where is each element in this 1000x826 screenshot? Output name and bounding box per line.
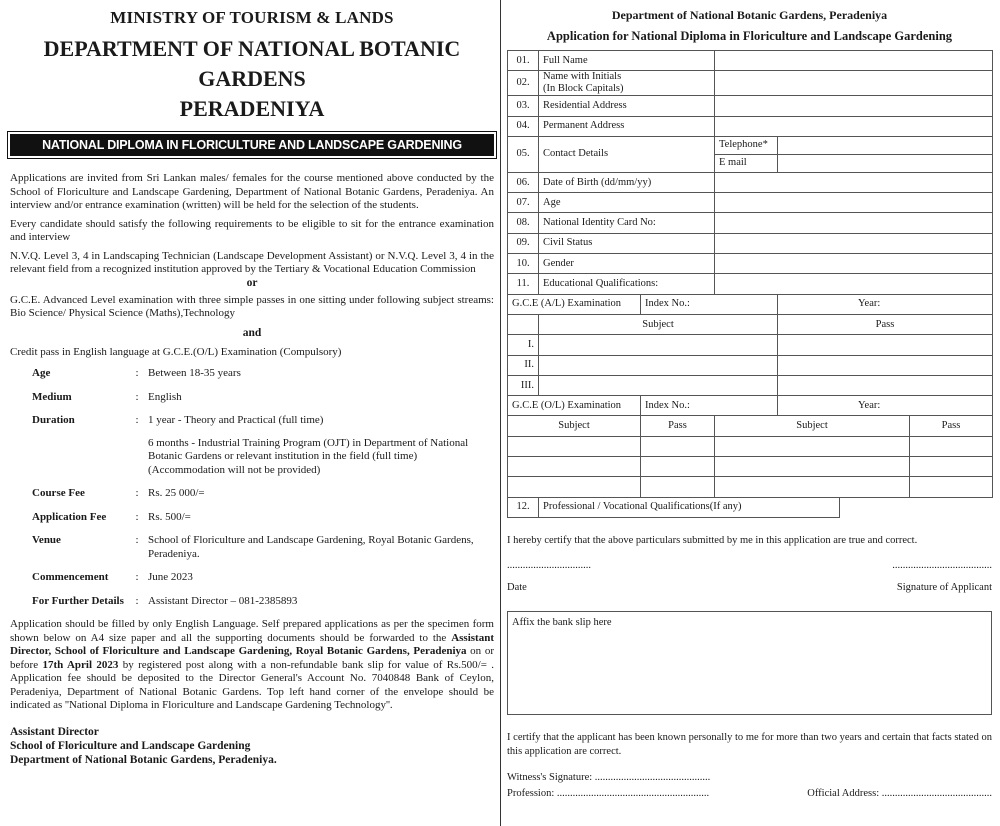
ol-subject-row (508, 457, 993, 477)
date-signature-row (507, 559, 992, 595)
form-row: 11. Educational Qualifications: (508, 274, 993, 294)
form-row: 06. Date of Birth (dd/mm/yy) (508, 172, 993, 192)
ol-subject-field[interactable] (715, 457, 910, 477)
form-row: 10. Gender (508, 254, 993, 274)
ol-subject-field[interactable] (508, 477, 641, 497)
ol-pass-field[interactable] (641, 477, 715, 497)
english-paragraph: Credit pass in English language at G.C.E.(O/L) Examination (Compulsory) (10, 345, 342, 358)
detail-row-course-fee: Course Fee : Rs. 25 000/= (32, 487, 205, 499)
ol-subject-field[interactable] (715, 436, 910, 456)
bank-slip-label: Affix the bank slip here (512, 616, 612, 628)
witness-signature-line[interactable]: Witness's Signature: ............................................ (507, 771, 711, 783)
ol-pass-field[interactable] (641, 457, 715, 477)
email-field[interactable] (778, 154, 993, 172)
al-subject-field[interactable] (539, 335, 778, 355)
nvq-paragraph: N.V.Q. Level 3, 4 in Landscaping Technician (Landscape Development Assistant) or N.V.Q. Level 3, 4 in the relevant field from a recognized institution approved by the Tertiary & Vocational Education Commission (10, 249, 494, 275)
telephone-field[interactable] (778, 136, 993, 154)
al-header-row: G.C.E (A/L) Examination Index No.: Year: (508, 294, 993, 314)
detail-row-commencement: Commencement : June 2023 (32, 571, 193, 583)
gce-paragraph: G.C.E. Advanced Level examination with three simple passes in one sitting under following subject streams: Bio Science/ Physical Science (Maths),Technology (10, 293, 494, 319)
course-details (10, 367, 494, 608)
detail-row-duration: Duration : 1 year - Theory and Practical (full time) 6 months - Industrial Training Program (OJT) in Department of National Botanic Gardens or relevant institution in the field (full time) (Accommodation will not be provided) (32, 414, 469, 476)
form-row: E mail (508, 154, 993, 172)
signature-label: Signature of Applicant (896, 581, 992, 593)
al-subject-row: III. (508, 375, 993, 395)
requirement-paragraph: Every candidate should satisfy the following requirements to be eligible to sit for the entrance examination and interview (10, 217, 494, 243)
intro-paragraph: Applications are invited from Sri Lankan males/ females for the course mentioned above conducted by the School of Floriculture and Landscape Gardening, Department of National Botanic Gardens, Peradeniya. An interview and/or entrance examination (written) will be held for the selection of the students. (10, 172, 494, 211)
al-pass-field[interactable] (778, 335, 993, 355)
signature-dots[interactable]: ...................................... (892, 559, 992, 571)
advertisement-column (10, 8, 494, 767)
department-title-line2: PERADENIYA (179, 96, 325, 121)
course-banner: NATIONAL DIPLOMA IN FLORICULTURE AND LANDSCAPE GARDENING TECHNOLOGY (10, 134, 494, 156)
ol-subject-field[interactable] (508, 457, 641, 477)
official-address-line[interactable]: Official Address: .......................................... (807, 787, 992, 799)
detail-row-venue: Venue : School of Floriculture and Landscape Gardening, Royal Botanic Gardens, Peradeniya. (32, 534, 474, 560)
age-field[interactable] (715, 193, 993, 213)
civil-status-field[interactable] (715, 233, 993, 253)
department-title (10, 34, 494, 124)
form-row: 01. Full Name (508, 51, 993, 71)
al-subject-field[interactable] (539, 375, 778, 395)
profession-line[interactable]: Profession: .......................................................... (507, 787, 710, 799)
ol-pass-field[interactable] (910, 477, 993, 497)
gender-field[interactable] (715, 254, 993, 274)
column-divider (500, 0, 501, 826)
al-subject-field[interactable] (539, 355, 778, 375)
form-row: 09. Civil Status (508, 233, 993, 253)
al-subject-row: I. (508, 335, 993, 355)
full-name-field[interactable] (715, 51, 993, 71)
form-row: 03. Residential Address (508, 96, 993, 116)
ol-pass-field[interactable] (641, 436, 715, 456)
ol-subject-row (508, 436, 993, 456)
form-row: 02. Name with Initials (In Block Capitals) (508, 71, 993, 96)
signoff-block: Assistant Director School of Floriculture and Landscape Gardening Department of National Botanic Gardens, Peradeniya. (10, 725, 277, 766)
date-label: Date (507, 581, 527, 593)
al-columns-row: Subject Pass (508, 314, 993, 334)
form-row: 08. National Identity Card No: (508, 213, 993, 233)
witness-certification: I certify that the applicant has been known personally to me for more than two years and certain that facts stated on this application are correct. (507, 731, 992, 757)
bank-slip-box[interactable] (507, 611, 992, 715)
detail-row-age: Age : Between 18-35 years (32, 367, 241, 379)
ol-subject-row (508, 477, 993, 497)
date-of-birth-field[interactable] (715, 172, 993, 192)
name-with-initials-field[interactable] (715, 71, 993, 96)
residential-address-field[interactable] (715, 96, 993, 116)
or-separator: or (246, 276, 258, 289)
form-row: 07. Age (508, 193, 993, 213)
nic-field[interactable] (715, 213, 993, 233)
ol-header-row: G.C.E (O/L) Examination Index No.: Year: (508, 396, 993, 416)
ol-subject-field[interactable] (715, 477, 910, 497)
al-pass-field[interactable] (778, 355, 993, 375)
closing-paragraph: Application should be filled by only English Language. Self prepared applications as per the specimen form shown below on A4 size paper and all the supporting documents should be forwarded to the Assistant Director, School of Floriculture and Landscape Gardening, Royal Botanic Gardens, Peradeniya on or before 17th April 2023 by registered post along with a non-refundable bank slip for value of Rs.500/= . Application fee should be deposited to the Director General's Account No. 7040848 Bank of Ceylon, Peradeniya, Department of National Botanic Gardens. Top left hand corner of the envelope should be indicated as ''National Diploma in Floriculture and Landscape Gardening Technology''. (10, 618, 495, 711)
applicant-certification: I hereby certify that the above particulars submitted by me in this application are true and correct. (507, 534, 918, 546)
application-form-table (507, 50, 993, 518)
date-dots[interactable]: ................................ (507, 559, 591, 571)
form-row: 04. Permanent Address (508, 116, 993, 136)
al-subject-row: II. (508, 355, 993, 375)
form-header-title: Application for National Diploma in Floriculture and Landscape Gardening (546, 29, 953, 43)
and-separator: and (242, 326, 262, 339)
al-pass-field[interactable] (778, 375, 993, 395)
profession-address-row (507, 787, 992, 801)
ministry-title: MINISTRY OF TOURISM & LANDS (110, 8, 394, 27)
ol-columns-row: Subject Pass Subject Pass (508, 416, 993, 436)
department-title-line1: DEPARTMENT OF NATIONAL BOTANIC GARDENS (43, 36, 461, 91)
ol-subject-field[interactable] (508, 436, 641, 456)
form-row: 05. Contact Details Telephone* (508, 136, 993, 154)
detail-row-application-fee: Application Fee : Rs. 500/= (32, 510, 191, 523)
ol-pass-field[interactable] (910, 457, 993, 477)
form-header-department: Department of National Botanic Gardens, Peradeniya (611, 8, 888, 22)
detail-row-medium: Medium : English (32, 390, 182, 403)
form-row: 12. Professional / Vocational Qualifications(If any) (508, 497, 993, 517)
ol-pass-field[interactable] (910, 436, 993, 456)
detail-row-further-details: For Further Details : Assistant Director – 081-2385893 (32, 594, 298, 607)
application-form-column (507, 8, 992, 801)
permanent-address-field[interactable] (715, 116, 993, 136)
